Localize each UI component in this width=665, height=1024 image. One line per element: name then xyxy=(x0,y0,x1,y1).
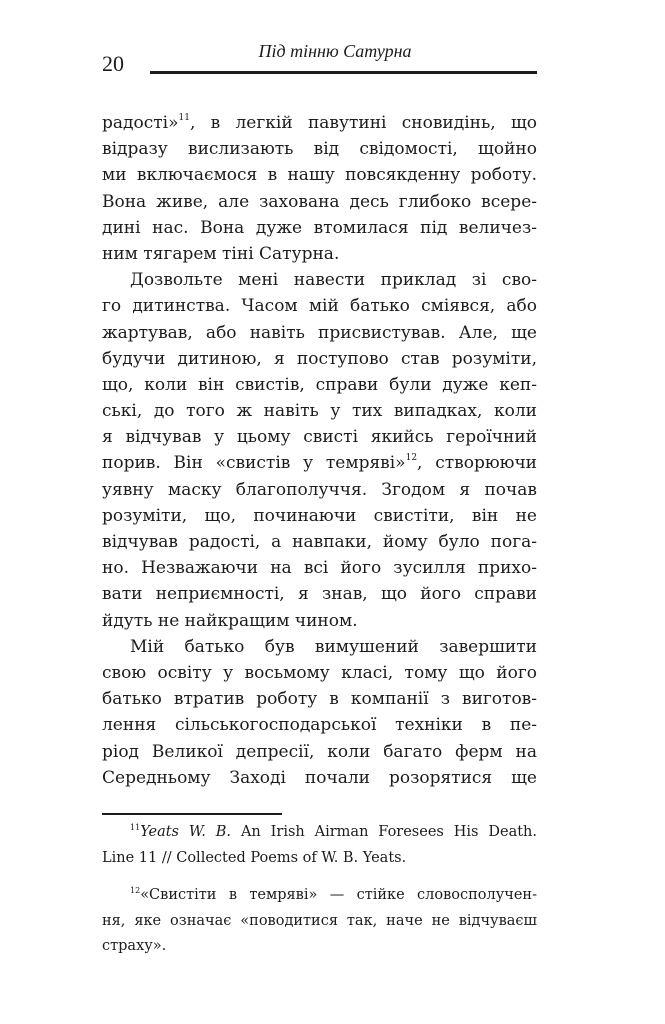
footnote-line: Line 11 // Collected Poems of W. B. Yeats. xyxy=(102,849,407,866)
text-line: вати неприємності, я знав, що його справи xyxy=(102,584,537,605)
page-number: 20 xyxy=(102,51,124,76)
text-line: но. Незважаючи на всі його зусилля прихо- xyxy=(102,558,537,579)
footnote-12 xyxy=(102,883,537,960)
text-line: що, коли він свистів, справи були дуже кеп- xyxy=(102,374,537,395)
footnote-line: $^{12}$«Свистіти в темряві» — стійке словосполучен- xyxy=(130,886,537,903)
footnote-line: ня, яке означає «поводитися так, наче не відчуваєш xyxy=(102,912,537,929)
text-line: уявну маску благополуччя. Згодом я почав xyxy=(102,479,537,500)
body-text xyxy=(102,110,537,791)
text-line: лення сільськогосподарської техніки в пе- xyxy=(102,715,537,736)
text-line: жартував, або навіть присвистував. Але, ще xyxy=(102,322,537,343)
text-line: розуміти, що, починаючи свистіти, він не xyxy=(102,505,537,526)
footnote-ref[interactable]: 11 xyxy=(178,113,190,123)
text-line: будучи дитиною, я поступово став розуміти, xyxy=(102,348,537,369)
footnote-11 xyxy=(102,820,537,871)
text-line: Середньому Заході почали розорятися ще xyxy=(102,767,537,788)
text-line: батько втратив роботу в компанії з виготов- xyxy=(102,689,537,710)
text-line: ріод Великої депресії, коли багато ферм на xyxy=(102,741,537,762)
footnotes xyxy=(102,820,537,960)
header-rule xyxy=(150,71,537,74)
footnote-line: $^{11}$Yeats W. B. An Irish Airman Foresees His Death. xyxy=(130,823,537,840)
paragraph xyxy=(102,110,537,267)
text-line: Дозвольте мені навести приклад зі сво- xyxy=(130,270,537,291)
text-line: ми включаємося в нашу повсякденну роботу. xyxy=(102,165,537,186)
text-line: свою освіту у восьмому класі, тому що його xyxy=(102,662,537,683)
text-line: ним тягарем тіні Сатурна. xyxy=(102,243,340,264)
footnote-line: страху». xyxy=(102,938,167,954)
text-line: го дитинства. Часом мій батько сміявся, або xyxy=(102,296,537,317)
running-title: Під тінню Сатурна xyxy=(258,41,412,61)
text-line: радості»$^{11}$, в легкій павутині сновидінь, що xyxy=(102,113,537,133)
text-line: ські, до того ж навіть у тих випадках, коли xyxy=(102,401,537,422)
footnote-number: 12 xyxy=(130,886,141,895)
footnote-ref[interactable]: 12 xyxy=(405,453,418,464)
paragraph xyxy=(102,267,537,634)
text-line: я відчував у цьому свисті якийсь героїчний xyxy=(102,427,537,448)
text-line: дині нас. Вона дуже втомилася під величез- xyxy=(102,217,537,238)
text-line: Вона живе, але захована десь глибоко всере- xyxy=(102,191,537,212)
paragraph xyxy=(102,634,537,791)
footnote-rule xyxy=(102,813,282,815)
text-line: йдуть не найкращим чином. xyxy=(102,610,358,631)
text-line: Мій батько був вимушений завершити xyxy=(130,636,537,657)
text-line: порив. Він «свистів у темряві»$^{12}$, створюючи xyxy=(102,453,537,474)
text-line: відразу вислизають від свідомості, щойно xyxy=(102,139,537,160)
footnote-number: 11 xyxy=(130,823,141,832)
text-line: відчував радості, а навпаки, йому було пога- xyxy=(102,532,537,552)
